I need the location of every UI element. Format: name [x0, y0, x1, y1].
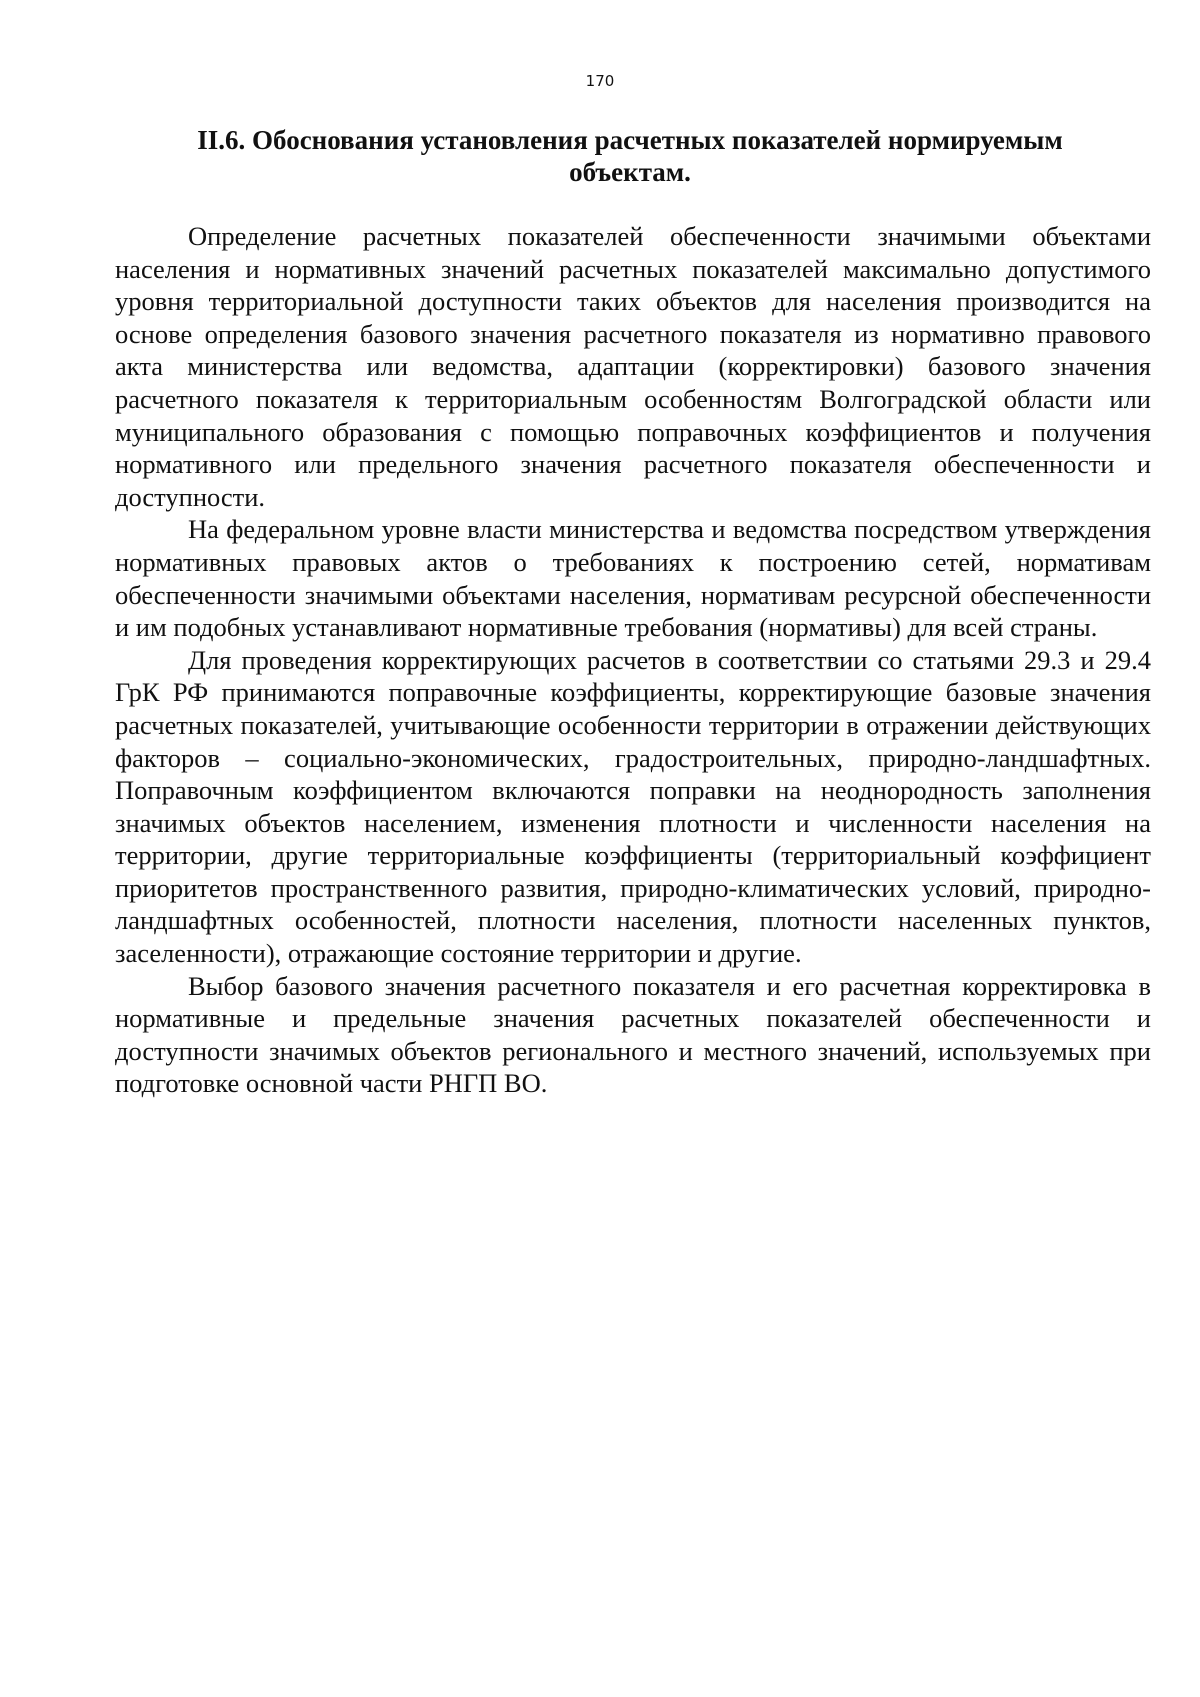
- page-number: 170: [585, 72, 615, 90]
- body-text: [115, 220, 1151, 1100]
- paragraph-3: Для проведения корректирующих расчетов в соответствии со статьями 29.3 и 29.4 ГрК РФ принимаются поправочные коэффициенты, корректирующие базовые значения расчетных показателей, учитывающие особенности территории в отражении действующих факторов – социально-экономических, градостроительных, природно-ландшафтных. Поправочным коэффициентом включаются поправки на неоднородность заполнения значимых объектов населением, изменения плотности и численности населения на территории, другие территориальные коэффициенты (территориальный коэффициент приоритетов пространственного развития, природно-климатических условий, природно-ландшафтных особенностей, плотности населения, плотности населенных пунктов, заселенности), отражающие состояние территории и другие.: [115, 644, 1151, 969]
- paragraph-4: Выбор базового значения расчетного показателя и его расчетная корректировка в нормативные и предельные значения расчетных показателей обеспеченности и доступности значимых объектов регионального и местного значений, используемых при подготовке основной части РНГП ВО.: [115, 970, 1151, 1099]
- paragraph-1: Определение расчетных показателей обеспеченности значимыми объектами населения и нормативных значений расчетных показателей максимально допустимого уровня территориальной доступности таких объектов для населения производится на основе определения базового значения расчетного показателя из нормативно правового акта министерства или ведомства, адаптации (корректировки) базового значения расчетного показателя к территориальным особенностям Волгоградской области или муниципального образования с помощью поправочных коэффициентов и получения нормативного или предельного значения расчетного показателя обеспеченности и доступности.: [115, 221, 1151, 512]
- paragraph-2: На федеральном уровне власти министерства и ведомства посредством утверждения нормативных правовых актов о требованиях к построению сетей, нормативам обеспеченности значимыми объектами населения, нормативам ресурсной обеспеченности и им подобных устанавливают нормативные требования (нормативы) для всей страны.: [115, 514, 1151, 643]
- section-title: II.6. Обоснования установления расчетных показателей нормируемым объектам.: [197, 125, 1063, 187]
